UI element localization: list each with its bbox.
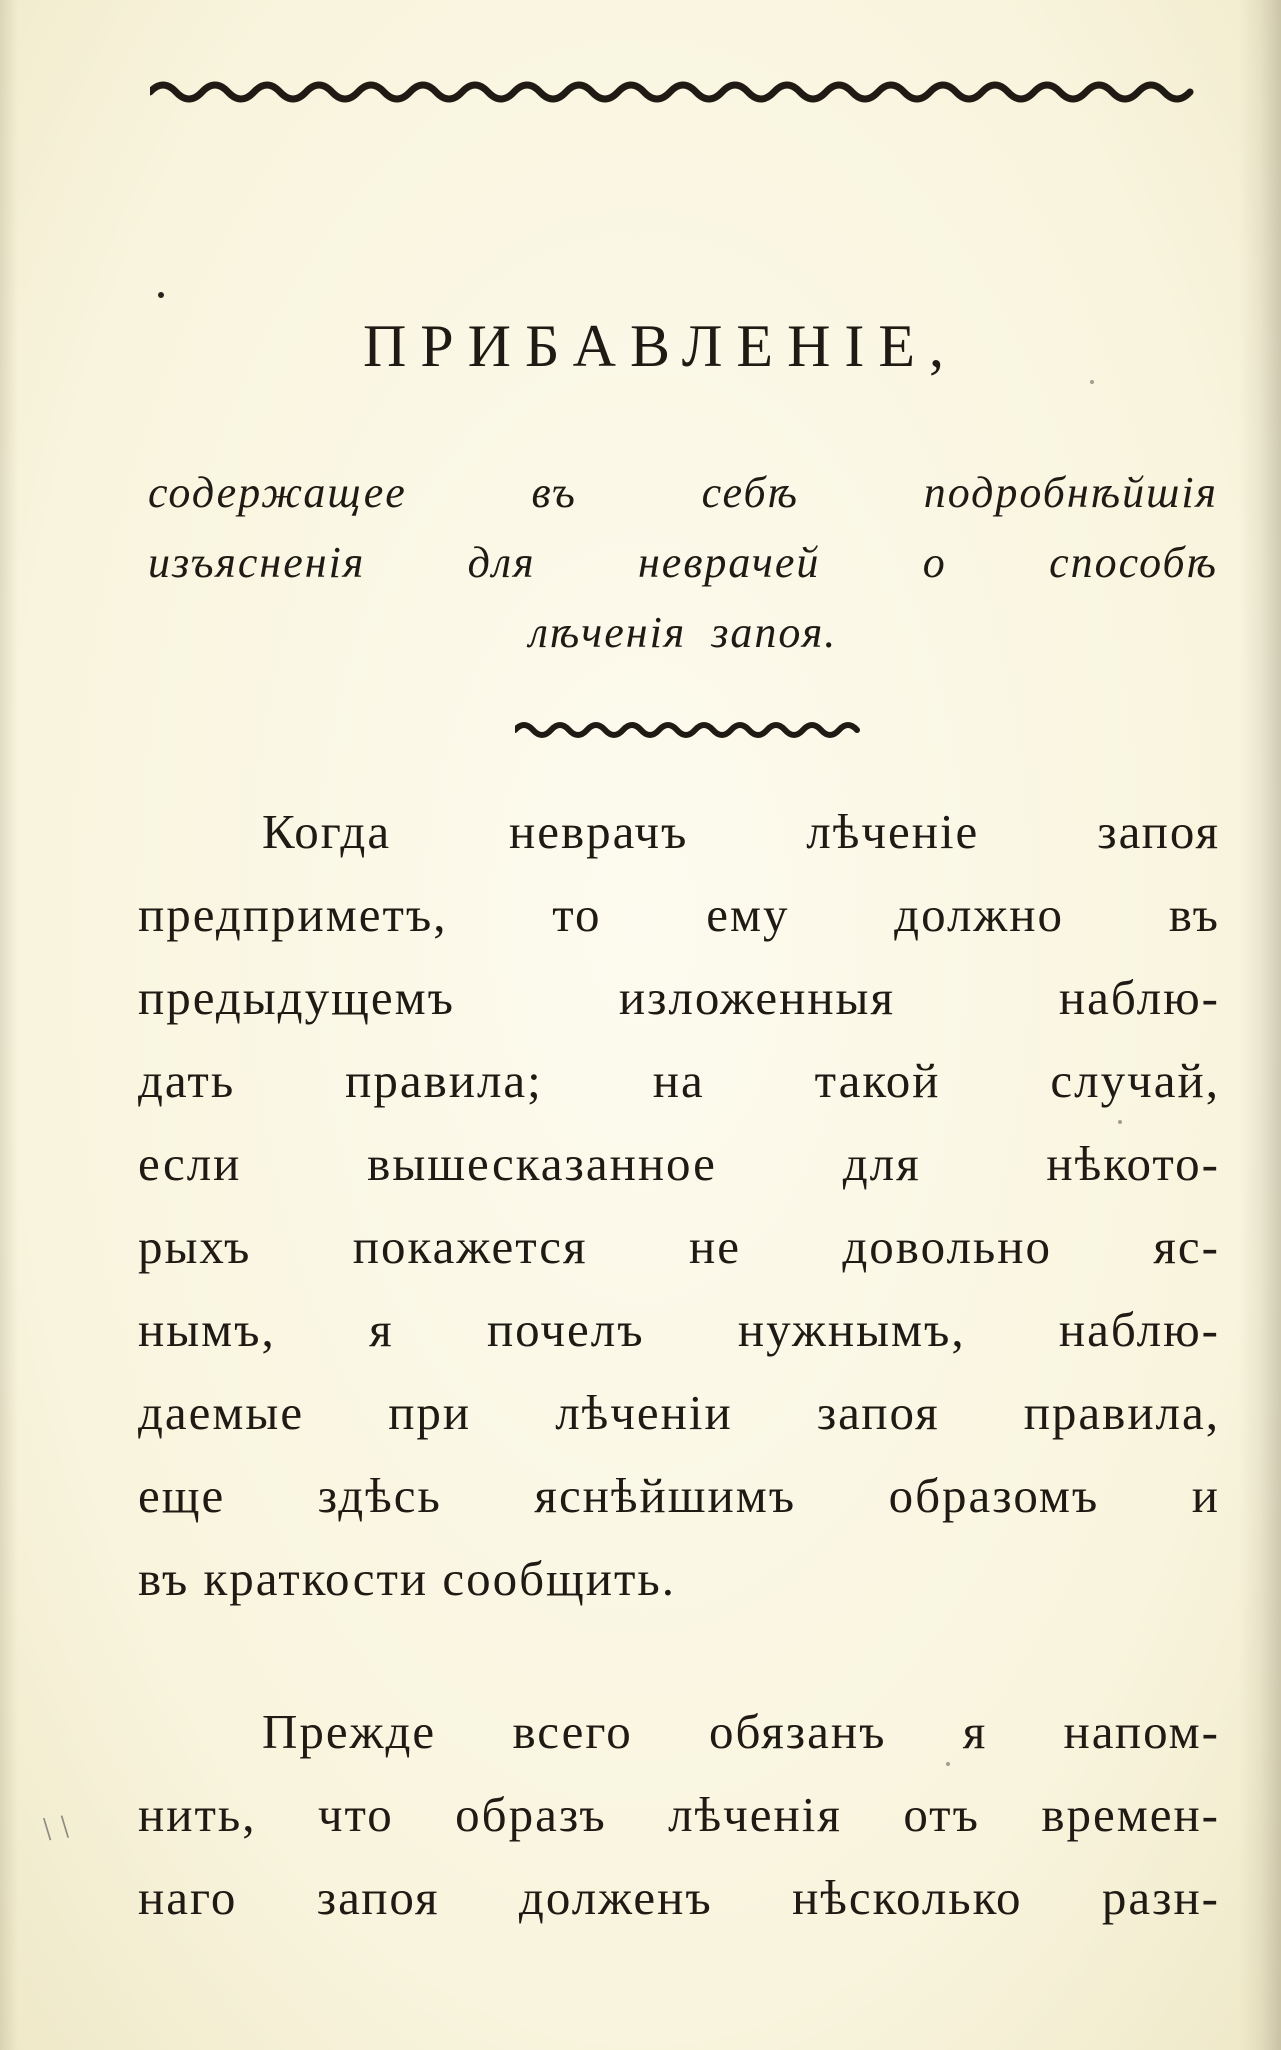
- text-line: Когда неврачъ лѣченіе запоя: [262, 804, 1220, 859]
- ink-dot: [158, 292, 164, 298]
- text-line: предприметъ, то ему должно въ: [138, 887, 1220, 942]
- text-line: Прежде всего обязанъ я напом-: [262, 1704, 1220, 1759]
- text-line: еще здѣсь яснѣйшимъ образомъ и: [138, 1468, 1220, 1523]
- ink-speck: [946, 1762, 950, 1766]
- page-gutter-shadow: [1239, 0, 1281, 2050]
- text-line: нымъ, я почелъ нужнымъ, наблю-: [138, 1302, 1220, 1357]
- text-line: нить, что образъ лѣченія отъ времен-: [138, 1787, 1220, 1842]
- text-line: если вышесказанное для нѣкото-: [138, 1136, 1220, 1191]
- text-line: даемые при лѣченіи запоя правила,: [138, 1385, 1220, 1440]
- subtitle-block: [148, 458, 1218, 668]
- text-line: предыдущемъ изложенныя наблю-: [138, 970, 1220, 1025]
- middle-wavy-ornament: [515, 716, 865, 740]
- text-line: дать правила; на такой случай,: [138, 1053, 1220, 1108]
- text-line: наго запоя долженъ нѣсколько разн-: [138, 1870, 1220, 1925]
- ink-speck: [1090, 380, 1094, 384]
- pencil-margin-mark: \ \: [39, 1808, 72, 1849]
- ink-speck: [1118, 1120, 1122, 1124]
- subtitle-line: лѣченія запоя.: [528, 608, 838, 657]
- page-left-edge-shadow: [0, 0, 18, 2050]
- page-title: ПРИБАВЛЕНІЕ,: [362, 313, 959, 379]
- text-line: въ краткости сообщить.: [138, 1551, 677, 1606]
- subtitle-line: изъясненія для неврачей о способѣ: [148, 538, 1218, 587]
- top-wavy-ornament: [150, 70, 1200, 110]
- text-line: рыхъ покажется не довольно яс-: [138, 1219, 1220, 1274]
- body-paragraph: [138, 1690, 1220, 1939]
- body-paragraph: [138, 790, 1220, 1620]
- subtitle-line: содержащее въ себѣ подробнѣйшія: [148, 468, 1218, 517]
